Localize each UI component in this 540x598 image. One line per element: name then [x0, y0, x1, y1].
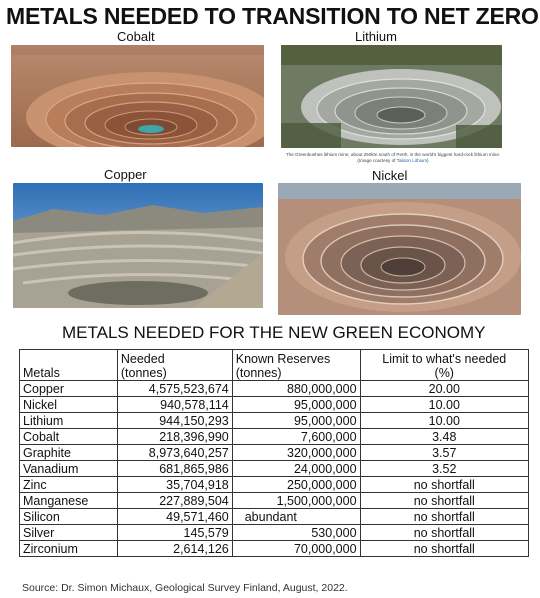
needed-cell: 681,865,986 — [117, 461, 232, 477]
header-metals-label: Metals — [23, 366, 60, 380]
needed-cell: 145,579 — [117, 525, 232, 541]
reserves-cell: 320,000,000 — [232, 445, 360, 461]
header-needed — [117, 350, 232, 381]
needed-cell: 4,575,523,674 — [117, 381, 232, 397]
header-reserves-line1: Known Reserves — [235, 352, 331, 366]
cobalt-mine-photo — [11, 45, 264, 147]
metal-cell: Cobalt — [20, 429, 118, 445]
needed-cell: 227,889,504 — [117, 493, 232, 509]
reserves-cell: 95,000,000 — [232, 397, 360, 413]
caption-end: ) — [427, 158, 429, 163]
limit-cell: 20.00 — [360, 381, 528, 397]
reserves-cell: 250,000,000 — [232, 477, 360, 493]
header-metals — [20, 350, 118, 381]
table-title: METALS NEEDED FOR THE NEW GREEN ECONOMY — [62, 323, 486, 342]
reserves-cell: 1,500,000,000 — [232, 493, 360, 509]
needed-cell: 218,396,990 — [117, 429, 232, 445]
limit-cell: 10.00 — [360, 397, 528, 413]
nickel-label: Nickel — [372, 168, 408, 183]
metal-cell: Zinc — [20, 477, 118, 493]
reserves-cell: abundant — [232, 509, 360, 525]
reserves-cell: 24,000,000 — [232, 461, 360, 477]
reserves-cell: 95,000,000 — [232, 413, 360, 429]
header-needed-line1: Needed — [120, 352, 165, 366]
needed-cell: 8,973,640,257 — [117, 445, 232, 461]
table-row — [20, 541, 529, 557]
limit-cell: 10.00 — [360, 413, 528, 429]
metal-cell: Nickel — [20, 397, 118, 413]
limit-cell: no shortfall — [360, 541, 528, 557]
metal-cell: Copper — [20, 381, 118, 397]
table-row — [20, 429, 529, 445]
needed-cell: 35,704,918 — [117, 477, 232, 493]
metal-cell: Lithium — [20, 413, 118, 429]
source-note: Source: Dr. Simon Michaux, Geological Survey Finland, August, 2022. — [22, 582, 348, 594]
reserves-cell: 880,000,000 — [232, 381, 360, 397]
reserves-cell: 530,000 — [232, 525, 360, 541]
copper-mine-photo — [13, 183, 263, 308]
table-row — [20, 477, 529, 493]
table-row — [20, 445, 529, 461]
metal-cell: Manganese — [20, 493, 118, 509]
page-title: METALS NEEDED TO TRANSITION TO NET ZERO — [6, 3, 539, 29]
header-needed-line2: (tonnes) — [120, 366, 167, 380]
caption-credit-link[interactable]: Talison Lithium — [396, 158, 428, 163]
lithium-photo-caption — [282, 152, 504, 164]
needed-cell: 940,578,114 — [117, 397, 232, 413]
table-row — [20, 525, 529, 541]
nickel-mine-photo — [278, 183, 521, 315]
lithium-label: Lithium — [355, 29, 397, 44]
table-row — [20, 397, 529, 413]
limit-cell: no shortfall — [360, 509, 528, 525]
needed-cell: 49,571,460 — [117, 509, 232, 525]
header-reserves-line2: (tonnes) — [235, 366, 282, 380]
lithium-mine-photo — [281, 45, 502, 148]
table-row — [20, 381, 529, 397]
copper-label: Copper — [104, 167, 147, 182]
limit-cell: no shortfall — [360, 525, 528, 541]
header-limit-line1: Limit to what's needed — [382, 352, 507, 366]
needed-cell: 2,614,126 — [117, 541, 232, 557]
limit-cell: 3.48 — [360, 429, 528, 445]
reserves-cell: 7,600,000 — [232, 429, 360, 445]
caption-text: The Greenbushes lithium mine, about 250km south of Perth, is the world's biggest hard-rock lithium mine. (Image courtesy of — [285, 152, 501, 163]
header-limit-line2: (%) — [434, 366, 454, 380]
limit-cell: 3.52 — [360, 461, 528, 477]
table-header-row — [20, 350, 529, 381]
cobalt-label: Cobalt — [117, 29, 155, 44]
limit-cell: no shortfall — [360, 493, 528, 509]
limit-cell: 3.57 — [360, 445, 528, 461]
limit-cell: no shortfall — [360, 477, 528, 493]
metal-cell: Silver — [20, 525, 118, 541]
metals-table — [19, 349, 529, 557]
header-reserves — [232, 350, 360, 381]
table-row — [20, 509, 529, 525]
header-limit — [360, 350, 528, 381]
metal-cell: Vanadium — [20, 461, 118, 477]
metal-cell: Graphite — [20, 445, 118, 461]
metal-cell: Zirconium — [20, 541, 118, 557]
metal-cell: Silicon — [20, 509, 118, 525]
table-row — [20, 493, 529, 509]
reserves-cell: 70,000,000 — [232, 541, 360, 557]
table-row — [20, 461, 529, 477]
table-row — [20, 413, 529, 429]
needed-cell: 944,150,293 — [117, 413, 232, 429]
